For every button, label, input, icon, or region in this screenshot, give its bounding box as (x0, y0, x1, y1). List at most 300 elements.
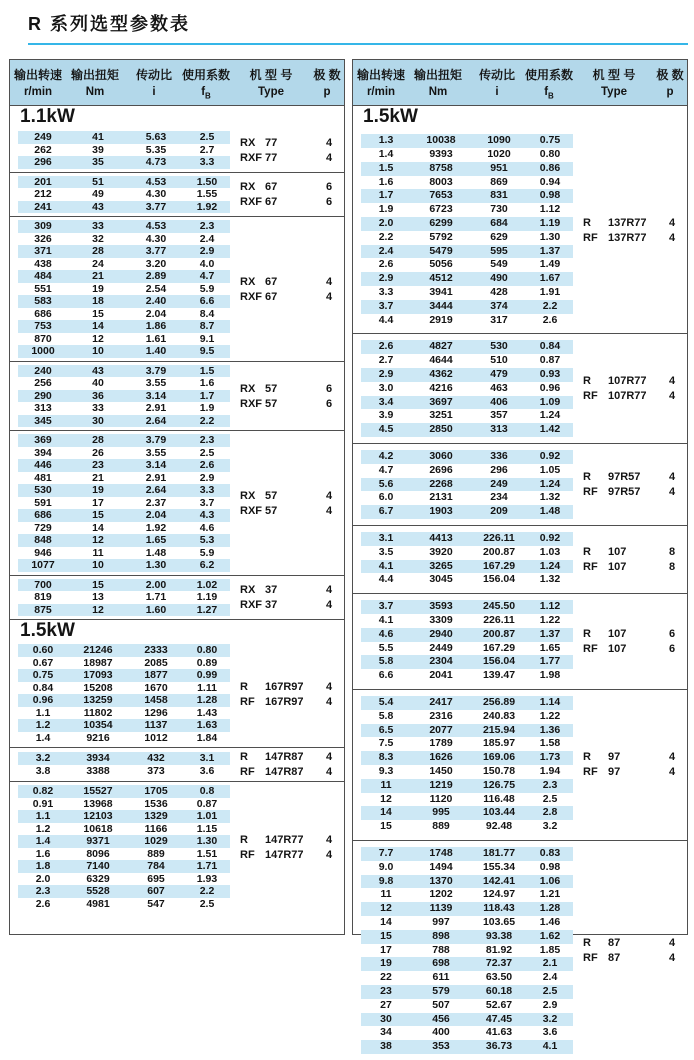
cell-service-factor: 1.12 (539, 600, 561, 613)
data-rows (18, 785, 230, 910)
model-series: RF (583, 643, 598, 656)
cell-service-factor: 1.7 (199, 389, 215, 402)
cell-torque: 456 (432, 1012, 450, 1025)
cell-service-factor: 2.5 (199, 446, 215, 459)
cell-speed: 1077 (31, 559, 55, 572)
cell-service-factor: 2.3 (542, 778, 558, 791)
cell-speed: 583 (34, 295, 52, 308)
table-row (18, 390, 230, 403)
cell-speed: 241 (34, 200, 52, 213)
cell-service-factor: 1.49 (539, 258, 561, 271)
cell-torque: 17 (92, 496, 104, 509)
cell-service-factor: 1.84 (196, 731, 218, 744)
model-series: RX (240, 584, 256, 597)
cell-ratio: 549 (490, 258, 508, 271)
cell-torque: 51 (92, 175, 104, 188)
model-series: RX (240, 275, 256, 288)
cell-service-factor: 0.8 (199, 785, 215, 798)
cell-service-factor: 0.84 (539, 340, 561, 353)
header-unit: Type (601, 86, 627, 98)
model-code: 97 (608, 766, 621, 779)
cell-ratio: 296 (490, 463, 508, 476)
table-row (361, 724, 573, 738)
cell-ratio: 72.37 (485, 957, 513, 970)
table-row (361, 409, 573, 423)
model-series: R (583, 751, 591, 764)
cell-torque: 30 (92, 414, 104, 427)
table-row (361, 710, 573, 724)
model-line (583, 546, 687, 558)
cell-torque: 1450 (429, 764, 453, 777)
cell-torque: 4981 (86, 897, 110, 910)
cell-ratio: 1.92 (145, 521, 167, 534)
table-row (361, 930, 573, 944)
table-row (18, 604, 230, 617)
header-label: 输出扭矩 (413, 68, 462, 82)
model-group (10, 575, 344, 620)
cell-torque: 15527 (83, 785, 113, 798)
cell-service-factor: 4.1 (542, 1040, 558, 1053)
cell-torque: 3388 (86, 764, 110, 777)
cell-speed: 1.1 (35, 706, 51, 719)
cell-ratio: 167.29 (482, 559, 516, 572)
cell-service-factor: 1.50 (196, 175, 218, 188)
model-line (240, 505, 344, 517)
cell-service-factor: 1.92 (196, 200, 218, 213)
cell-ratio: 5.63 (145, 131, 167, 144)
cell-ratio: 1090 (487, 134, 511, 147)
table-row (18, 752, 230, 765)
table-row (18, 534, 230, 547)
table-row (18, 188, 230, 201)
table-row (18, 497, 230, 510)
cell-speed: 4.1 (378, 559, 394, 572)
cell-torque: 10 (92, 559, 104, 572)
cell-torque: 43 (92, 364, 104, 377)
cell-speed: 3.0 (378, 381, 394, 394)
table-row (18, 873, 230, 886)
header-cell (126, 66, 182, 100)
cell-service-factor: 1.02 (196, 578, 218, 591)
cell-torque: 15 (92, 509, 104, 522)
cell-service-factor: 1.77 (539, 655, 561, 668)
table-row (18, 415, 230, 428)
cell-torque: 7653 (429, 189, 453, 202)
cell-torque: 4362 (429, 368, 453, 381)
model-group (353, 593, 687, 689)
table-row (361, 875, 573, 889)
table-row (361, 1040, 573, 1054)
table-row (361, 423, 573, 437)
cell-service-factor: 0.94 (539, 175, 561, 188)
cell-ratio: 3.79 (145, 434, 167, 447)
cell-service-factor: 3.1 (199, 752, 215, 765)
cell-ratio: 1137 (144, 719, 168, 732)
table-row (18, 898, 230, 911)
cell-ratio: 200.87 (482, 627, 516, 640)
cell-service-factor: 4.3 (199, 509, 215, 522)
model-code: 137R77 (608, 217, 647, 230)
model-line (240, 681, 344, 693)
cell-speed: 262 (34, 143, 52, 156)
table-row (18, 258, 230, 271)
cell-torque: 1370 (429, 874, 453, 887)
cell-ratio: 47.45 (485, 1012, 513, 1025)
model-series: RXF (240, 599, 262, 612)
table-row (361, 765, 573, 779)
model-group (10, 781, 344, 913)
model-type-block (573, 471, 687, 498)
cell-speed: 5.5 (378, 641, 394, 654)
cell-torque: 4413 (429, 532, 453, 545)
model-type-block (230, 751, 344, 778)
cell-torque: 26 (92, 446, 104, 459)
model-series: RF (583, 390, 598, 403)
cell-service-factor: 0.98 (539, 860, 561, 873)
cell-service-factor: 1.28 (196, 694, 218, 707)
model-code: 107 (608, 628, 627, 641)
cell-ratio: 595 (490, 244, 508, 257)
table-row (18, 295, 230, 308)
cell-ratio: 374 (490, 299, 508, 312)
cell-speed: 23 (380, 984, 392, 997)
cell-speed: 1.4 (35, 731, 51, 744)
pole-count: 4 (668, 390, 676, 403)
table-row (18, 320, 230, 333)
cell-torque: 4644 (429, 354, 453, 367)
cell-torque: 3251 (429, 409, 453, 422)
cell-service-factor: 1.12 (539, 203, 561, 216)
cell-torque: 6329 (86, 872, 110, 885)
cell-torque: 13259 (83, 694, 113, 707)
pole-count: 4 (325, 766, 333, 779)
model-line (240, 196, 344, 208)
model-code: 97R57 (608, 486, 641, 499)
cell-ratio: 103.65 (482, 915, 516, 928)
cell-torque: 898 (432, 929, 450, 942)
header-cell (12, 66, 64, 100)
cell-ratio: 234 (490, 491, 508, 504)
header-label: 使用系数 (182, 68, 231, 82)
cell-torque: 41 (92, 131, 104, 144)
table-row (18, 201, 230, 214)
table-row (18, 522, 230, 535)
cell-ratio: 103.44 (482, 806, 516, 819)
cell-speed: 9.3 (378, 764, 394, 777)
cell-ratio: 156.04 (482, 573, 516, 586)
cell-torque: 3045 (429, 573, 453, 586)
model-type-block (230, 584, 344, 611)
cell-ratio: 209 (490, 505, 508, 518)
cell-speed: 438 (34, 257, 52, 270)
table-row (361, 888, 573, 902)
cell-torque: 7140 (86, 860, 110, 873)
pole-count: 4 (325, 504, 333, 517)
cell-torque: 43 (92, 200, 104, 213)
cell-speed: 3.1 (378, 532, 394, 545)
pole-count: 4 (668, 217, 676, 230)
model-line (240, 766, 344, 778)
table-row (18, 644, 230, 657)
cell-speed: 875 (34, 603, 52, 616)
cell-speed: 14 (380, 915, 392, 928)
header-unit: p (666, 86, 674, 98)
cell-service-factor: 2.9 (199, 245, 215, 258)
cell-service-factor: 2.3 (199, 220, 215, 233)
cell-speed: 249 (34, 131, 52, 144)
cell-service-factor: 1.9 (199, 402, 215, 415)
cell-ratio: 1029 (144, 835, 168, 848)
cell-service-factor: 2.5 (542, 984, 558, 997)
cell-torque: 889 (432, 820, 450, 833)
power-section-label: 1.5kW (10, 619, 344, 641)
cell-speed: 3.7 (378, 299, 394, 312)
cell-speed: 30 (380, 1012, 392, 1025)
cell-ratio: 200.87 (482, 545, 516, 558)
cell-speed: 4.7 (378, 463, 394, 476)
cell-service-factor: 4.7 (199, 270, 215, 283)
header-label: 极 数 (313, 68, 341, 82)
cell-torque: 2268 (429, 477, 453, 490)
table-row (361, 340, 573, 354)
cell-ratio: 4.53 (145, 175, 167, 188)
header-unit (525, 86, 573, 100)
table-row (361, 737, 573, 751)
cell-ratio: 52.67 (485, 998, 513, 1011)
data-rows (18, 176, 230, 214)
model-code: 147R77 (265, 834, 304, 847)
header-label: 传动比 (478, 68, 515, 82)
cell-service-factor: 0.80 (539, 148, 561, 161)
cell-torque: 36 (92, 389, 104, 402)
pole-count: 4 (668, 375, 676, 388)
cell-ratio: 3.77 (145, 245, 167, 258)
cell-ratio: 3.14 (145, 459, 167, 472)
cell-speed: 0.82 (32, 785, 54, 798)
table-row (18, 885, 230, 898)
cell-speed: 946 (34, 546, 52, 559)
cell-speed: 34 (380, 1026, 392, 1039)
cell-torque: 2417 (429, 695, 453, 708)
model-type-block (573, 375, 687, 402)
table-row (361, 655, 573, 669)
cell-torque: 2449 (429, 641, 453, 654)
model-line (240, 751, 344, 763)
cell-service-factor: 1.63 (196, 719, 218, 732)
cell-service-factor: 1.91 (539, 286, 561, 299)
cell-torque: 12 (92, 603, 104, 616)
tables (9, 59, 689, 1053)
table-row (18, 860, 230, 873)
cell-torque: 12103 (83, 810, 113, 823)
cell-torque: 49 (92, 188, 104, 201)
model-code: 57 (265, 489, 278, 502)
cell-speed: 1.9 (378, 203, 394, 216)
cell-service-factor: 1.98 (539, 669, 561, 682)
cell-service-factor: 6.6 (199, 295, 215, 308)
header-unit: r/min (23, 86, 53, 98)
cell-service-factor: 2.5 (542, 792, 558, 805)
cell-ratio: 490 (490, 272, 508, 285)
model-line (240, 181, 344, 193)
cell-torque: 18 (92, 295, 104, 308)
cell-torque: 1748 (429, 846, 453, 859)
model-type-block (230, 383, 344, 410)
cell-speed: 2.0 (378, 217, 394, 230)
cell-service-factor: 3.7 (199, 496, 215, 509)
cell-ratio: 317 (490, 313, 508, 326)
cell-torque: 2131 (429, 491, 453, 504)
model-series: RF (583, 766, 598, 779)
cell-speed: 11 (380, 778, 392, 791)
cell-speed: 7.7 (378, 846, 394, 859)
data-rows (361, 696, 573, 834)
model-series: RX (240, 136, 256, 149)
cell-torque: 6723 (429, 203, 453, 216)
cell-ratio: 118.43 (483, 902, 515, 915)
model-series: R (583, 936, 591, 949)
cell-service-factor: 1.24 (539, 409, 561, 422)
cell-service-factor: 8.4 (199, 307, 215, 320)
table-row (18, 176, 230, 189)
header-unit: p (323, 86, 331, 98)
cell-service-factor: 5.9 (199, 282, 215, 295)
cell-torque: 11802 (83, 706, 113, 719)
table-row (361, 354, 573, 368)
model-code: 57 (265, 382, 278, 395)
cell-ratio: 2.64 (145, 484, 167, 497)
table-row (361, 751, 573, 765)
cell-service-factor: 5.9 (199, 546, 215, 559)
model-group (10, 216, 344, 361)
cell-speed: 27 (380, 998, 392, 1011)
table-row (361, 669, 573, 683)
header-label: 使用系数 (525, 68, 574, 82)
table-row (18, 156, 230, 169)
cell-torque: 3444 (429, 299, 453, 312)
cell-service-factor: 4.0 (199, 257, 215, 270)
cell-service-factor: 0.86 (539, 161, 561, 174)
cell-torque: 579 (432, 984, 450, 997)
table-row (361, 999, 573, 1013)
header-label: 机 型 号 (249, 68, 293, 82)
table-row (18, 657, 230, 670)
cell-speed: 2.9 (378, 368, 394, 381)
header-label: 极 数 (656, 68, 684, 82)
table-row (18, 707, 230, 720)
cell-speed: 1000 (31, 345, 55, 358)
unit-base: f (201, 86, 206, 98)
table-row (361, 491, 573, 505)
cell-speed: 551 (34, 282, 52, 295)
pole-count: 4 (668, 232, 676, 245)
table-row (361, 134, 573, 148)
model-line (583, 628, 687, 640)
cell-speed: 5.8 (378, 709, 394, 722)
table-row (361, 971, 573, 985)
cell-speed: 12 (380, 792, 392, 805)
table-row (361, 847, 573, 861)
cell-ratio: 41.63 (485, 1026, 513, 1039)
cell-torque: 1120 (429, 792, 453, 805)
table-row (361, 368, 573, 382)
table-row (18, 233, 230, 246)
model-line (583, 751, 687, 763)
cell-speed: 2.6 (35, 897, 51, 910)
table-row (361, 272, 573, 286)
model-series: RXF (240, 504, 262, 517)
model-code: 147R87 (265, 766, 304, 779)
model-code: 97R57 (608, 471, 641, 484)
cell-torque: 32 (92, 232, 104, 245)
cell-ratio: 126.75 (482, 778, 516, 791)
cell-ratio: 4.73 (145, 156, 167, 169)
cell-ratio: 5.35 (145, 143, 167, 156)
model-type-block (230, 681, 344, 708)
cell-speed: 2.9 (378, 272, 394, 285)
cell-service-factor: 1.5 (199, 364, 215, 377)
cell-torque: 9393 (429, 148, 453, 161)
pole-count: 6 (325, 196, 333, 209)
cell-service-factor: 2.7 (199, 143, 215, 156)
model-line (240, 276, 344, 288)
cell-torque: 1494 (429, 860, 453, 873)
pole-count: 4 (325, 290, 333, 303)
cell-service-factor: 1.55 (196, 188, 218, 201)
model-series: RX (240, 382, 256, 395)
pole-count: 8 (668, 561, 676, 574)
cell-service-factor: 9.1 (199, 332, 215, 345)
model-group (10, 747, 344, 781)
cell-torque: 15208 (83, 681, 113, 694)
cell-torque: 39 (92, 143, 104, 156)
model-type-block (573, 217, 687, 244)
cell-ratio: 695 (147, 872, 165, 885)
table-row (361, 793, 573, 807)
model-code: 97 (608, 751, 621, 764)
cell-speed: 12 (380, 902, 392, 915)
pole-count: 4 (325, 834, 333, 847)
model-line (240, 599, 344, 611)
cell-ratio: 169.06 (482, 751, 516, 764)
cell-service-factor: 3.6 (542, 1026, 558, 1039)
cell-speed: 484 (34, 270, 52, 283)
cell-speed: 870 (34, 332, 52, 345)
model-line (240, 490, 344, 502)
pole-count: 4 (325, 151, 333, 164)
model-group (353, 689, 687, 840)
cell-ratio: 2.37 (145, 496, 167, 509)
model-line (583, 390, 687, 402)
cell-service-factor: 1.01 (196, 810, 218, 823)
cell-service-factor: 1.09 (539, 395, 561, 408)
model-line (240, 834, 344, 846)
cell-service-factor: 1.48 (539, 505, 561, 518)
cell-service-factor: 1.19 (539, 217, 561, 230)
cell-speed: 686 (34, 307, 52, 320)
pole-count: 4 (668, 471, 676, 484)
cell-service-factor: 0.98 (539, 189, 561, 202)
cell-ratio: 1.71 (145, 591, 167, 604)
cell-speed: 3.9 (378, 409, 394, 422)
cell-ratio: 831 (490, 189, 508, 202)
table-row (18, 798, 230, 811)
table-row (18, 669, 230, 682)
cell-torque: 995 (432, 806, 450, 819)
table-row (361, 957, 573, 971)
model-line (583, 232, 687, 244)
table-row (18, 308, 230, 321)
